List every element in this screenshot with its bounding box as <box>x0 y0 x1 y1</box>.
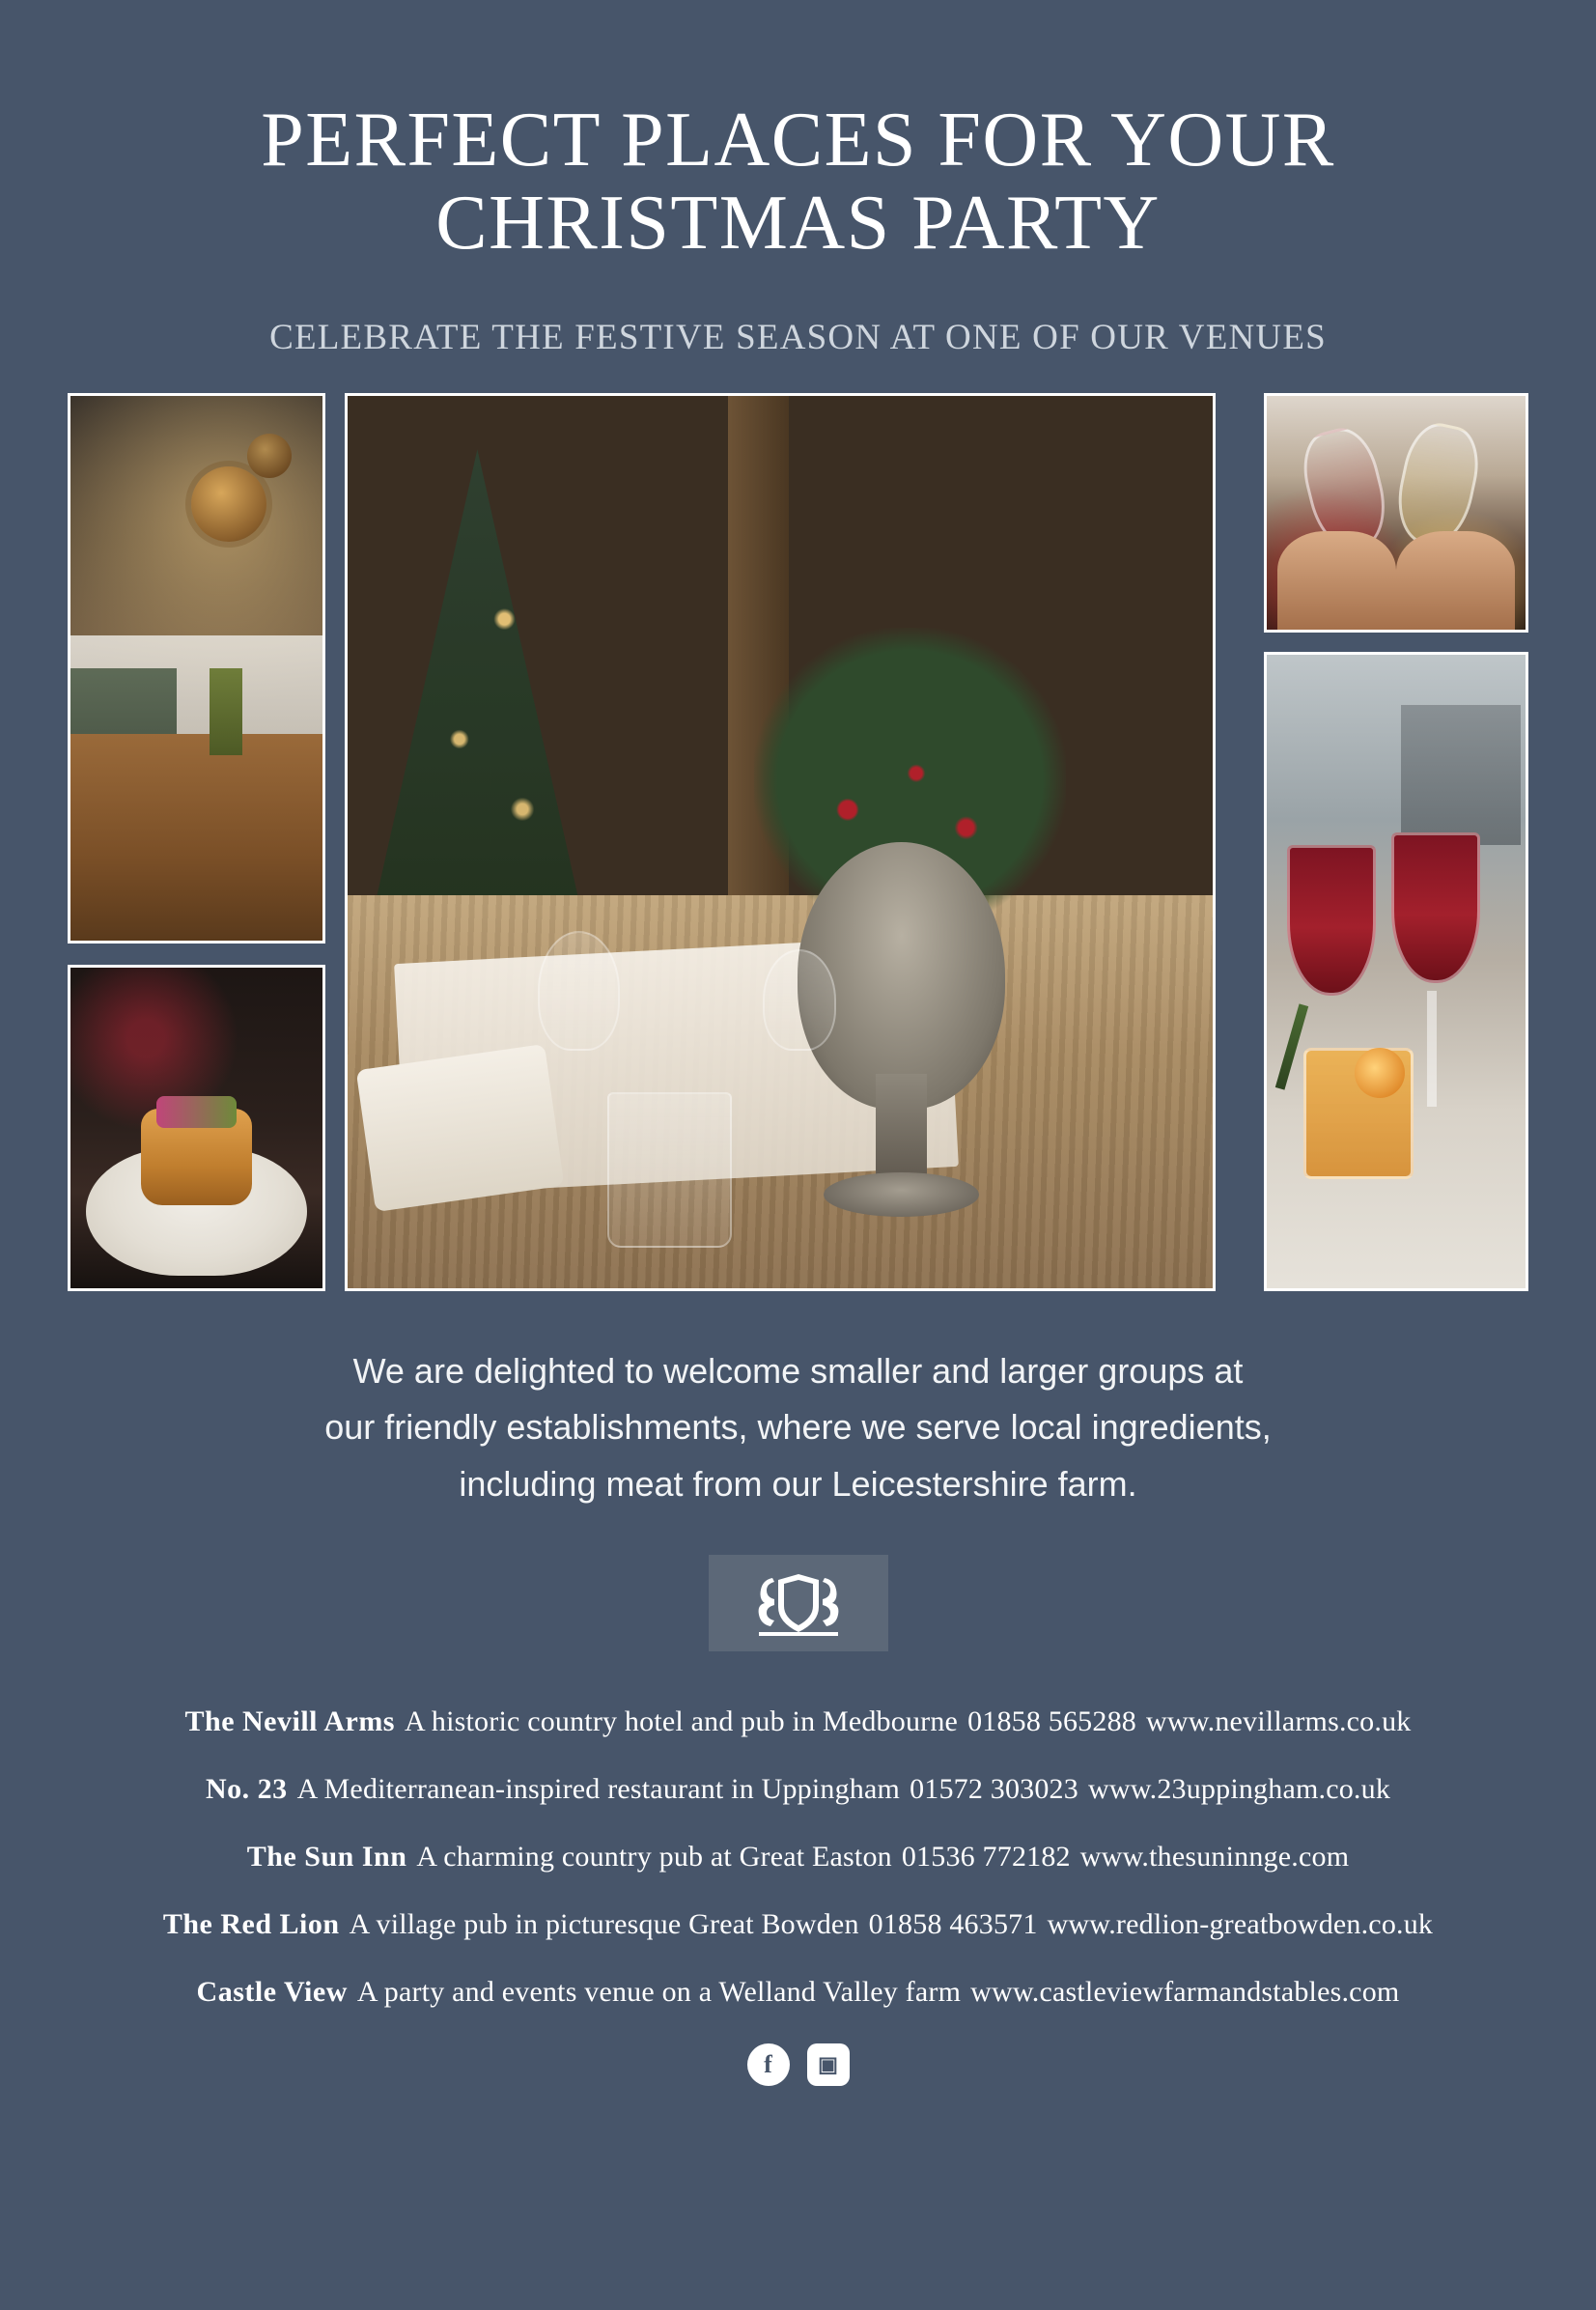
facebook-icon[interactable] <box>747 2043 790 2086</box>
instagram-icon[interactable] <box>807 2043 850 2086</box>
crest-logo <box>709 1555 888 1651</box>
poster-page <box>0 52 1596 2310</box>
venue-phone[interactable]: 01572 303023 <box>910 1772 1078 1805</box>
venue-row-castle-view <box>65 1976 1532 2009</box>
instagram-glyph: ▣ <box>818 2051 838 2076</box>
christmas-table-hero-photo <box>345 393 1216 1291</box>
page-title <box>0 52 1596 266</box>
intro-text <box>166 1343 1431 1512</box>
venue-name: The Red Lion <box>162 1907 340 1940</box>
venue-phone[interactable]: 01858 463571 <box>868 1907 1038 1940</box>
intro-line-3: including meat from our Leicestershire farm. <box>459 1463 1137 1504</box>
venue-row-red-lion <box>65 1908 1532 1941</box>
venue-phone[interactable]: 01536 772182 <box>901 1840 1071 1873</box>
venue-website[interactable]: www.redlion-greatbowden.co.uk <box>1047 1907 1434 1940</box>
toasting-glasses-photo <box>1264 393 1528 633</box>
intro-line-1: We are delighted to welcome smaller and larger groups at <box>352 1350 1244 1391</box>
headline-line-1: PERFECT PLACES FOR YOUR <box>261 97 1335 183</box>
venue-website[interactable]: www.castleviewfarmandstables.com <box>970 1975 1400 2008</box>
venue-name: No. 23 <box>205 1772 288 1805</box>
venue-description: A village pub in picturesque Great Bowden <box>349 1907 859 1940</box>
venue-name: Castle View <box>196 1975 348 2008</box>
venue-row-sun-inn <box>65 1841 1532 1873</box>
venue-description: A charming country pub at Great Easton <box>416 1840 892 1873</box>
social-links <box>0 2043 1596 2086</box>
venue-name: The Nevill Arms <box>184 1704 395 1737</box>
subheading: CELEBRATE THE FESTIVE SEASON AT ONE OF OUR VENUES <box>269 317 1327 357</box>
facebook-glyph: f <box>764 2049 772 2078</box>
intro-line-2: our friendly establishments, where we serve local ingredients, <box>324 1407 1272 1448</box>
venue-website[interactable]: www.23uppingham.co.uk <box>1087 1772 1391 1805</box>
venue-name: The Sun Inn <box>246 1840 407 1873</box>
headline-line-2: CHRISTMAS PARTY <box>435 180 1161 266</box>
venue-description: A Mediterranean-inspired restaurant in Uppingham <box>296 1772 901 1805</box>
restaurant-interior-photo <box>68 393 325 944</box>
venues-list <box>65 1705 1532 2009</box>
crest-icon <box>726 1563 871 1644</box>
plated-food-photo <box>68 965 325 1291</box>
venue-website[interactable]: www.nevillarms.co.uk <box>1145 1704 1412 1737</box>
cocktails-photo <box>1264 652 1528 1291</box>
photo-collage <box>68 393 1528 1291</box>
venue-row-no-23 <box>65 1773 1532 1806</box>
venue-description: A party and events venue on a Welland Valley farm <box>356 1975 962 2008</box>
venue-website[interactable]: www.thesuninnge.com <box>1079 1840 1350 1873</box>
venue-phone[interactable]: 01858 565288 <box>967 1704 1136 1737</box>
venue-row-nevill-arms <box>65 1705 1532 1738</box>
venue-description: A historic country hotel and pub in Medbourne <box>405 1704 959 1737</box>
